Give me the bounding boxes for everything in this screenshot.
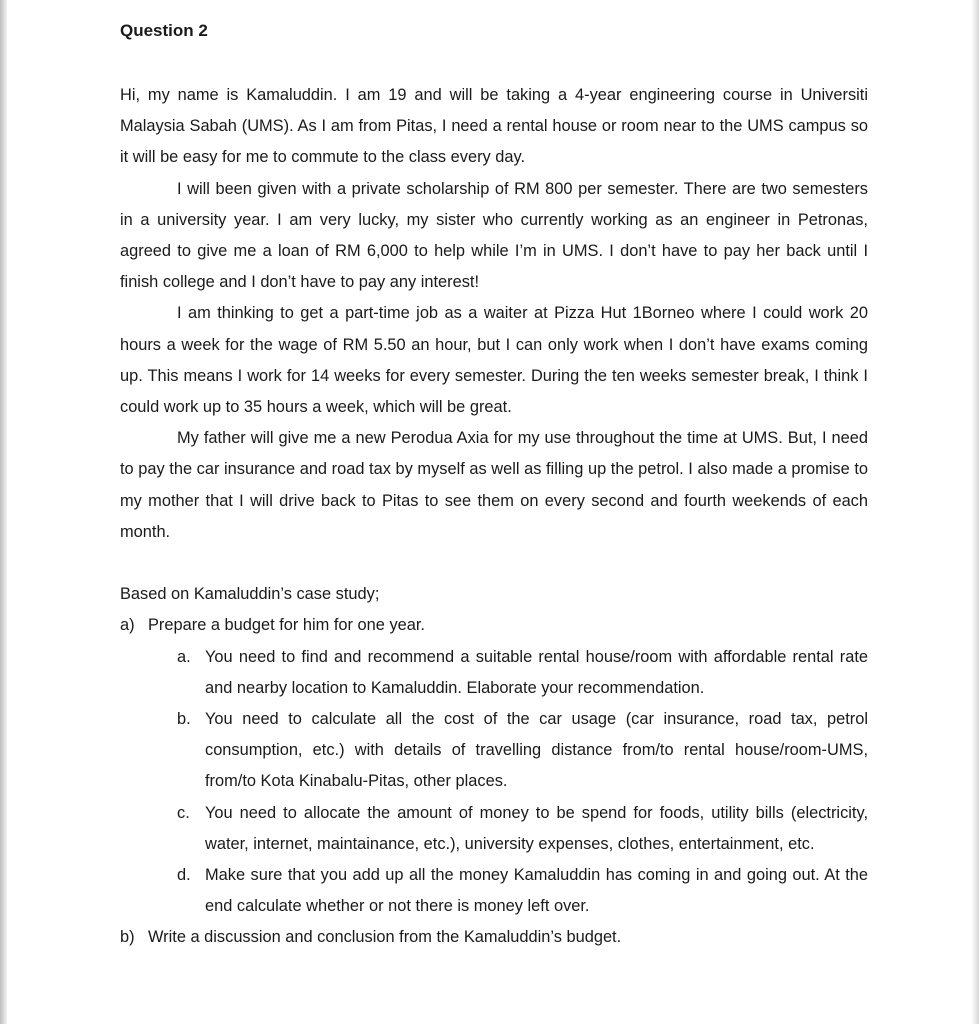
question-b (120, 922, 868, 953)
question-b-label: b) (120, 928, 135, 947)
paragraph-intro: Hi, my name is Kamaluddin. I am 19 and will be taking a 4-year engineering course in Universiti Malaysia Sabah (UMS). As I am from Pitas, I need a rental house or room near to the UMS campus so it will be easy for me to commute to the class every day. (120, 86, 868, 167)
paragraph-car: My father will give me a new Perodua Axia for my use throughout the time at UMS. But, I need to pay the car insurance and road tax by myself as well as filling up the petrol. I also made a promise to my mother that I will drive back to Pitas to see them on every second and fourth weekends of each month. (120, 429, 868, 541)
page-edge-right (972, 0, 979, 1024)
question-a (120, 610, 868, 641)
list-item-text: You need to calculate all the cost of the car usage (car insurance, road tax, petrol consumption, etc.) with details of travelling distance from/to rental house/room-UMS, from/to Kota Kinabalu-Pitas, other places. (205, 710, 868, 791)
paragraph-part-time-job: I am thinking to get a part-time job as a waiter at Pizza Hut 1Borneo where I could work 20 hours a week for the wage of RM 5.50 an hour, but I can only work when I don’t have exams coming up. This means I work for 14 weeks for every semester. During the ten weeks semester break, I think I could work up to 35 hours a week, which will be great. (120, 304, 868, 417)
case-study-intro: Based on Kamaluddin’s case study; (120, 585, 380, 604)
question-heading: Question 2 (120, 21, 208, 40)
question-a-subitems (120, 642, 868, 923)
list-item (177, 704, 868, 798)
page-edge-left (0, 0, 7, 1024)
paragraph-scholarship: I will been given with a private scholarship of RM 800 per semester. There are two semesters in a university year. I am very lucky, my sister who currently working as an engineer in Petronas, agreed to give me a loan of RM 6,000 to help while I’m in UMS. I don’t have to pay her back until I finish college and I don’t have to pay any interest! (120, 179, 868, 292)
question-a-label: a) (120, 616, 135, 635)
list-item (177, 798, 868, 860)
list-item-text: You need to allocate the amount of money to be spend for foods, utility bills (electricity, water, internet, maintainance, etc.), university expenses, clothes, entertainment, etc. (205, 803, 868, 853)
list-item (177, 860, 868, 922)
question-b-text: Write a discussion and conclusion from the Kamaluddin’s budget. (148, 928, 622, 947)
list-item-text: You need to find and recommend a suitable rental house/room with affordable rental rate and nearby location to Kamaluddin. Elaborate your recommendation. (205, 647, 868, 697)
list-item-label: d. (177, 866, 191, 885)
list-item (177, 642, 868, 704)
list-item-label: a. (177, 647, 191, 666)
blank-line (120, 548, 868, 579)
list-item-text: Make sure that you add up all the money Kamaluddin has coming in and going out. At the end calculate whether or not there is money left over. (205, 866, 868, 916)
list-item-label: b. (177, 710, 191, 729)
question-a-text: Prepare a budget for him for one year. (148, 616, 425, 635)
document-body (120, 80, 868, 954)
list-item-label: c. (177, 803, 190, 822)
